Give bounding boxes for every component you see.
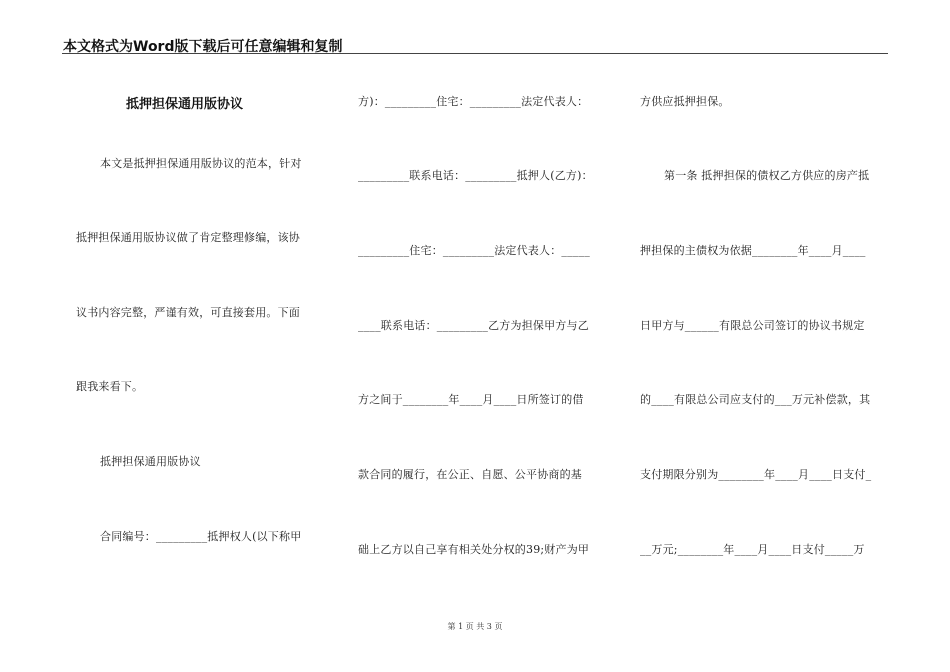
text-line: 款合同的履行，在公正、自愿、公平协商的基 [358, 468, 582, 481]
section-heading: 抵押担保通用版协议 [100, 455, 201, 468]
text-line: _________联系电话：_________抵押人(乙方)： [358, 169, 593, 182]
text-line: 押担保的主债权为依据________年____月____ [640, 244, 866, 257]
header-divider [62, 53, 888, 54]
text-line: 方)：_________住宅：_________法定代表人： [358, 95, 589, 108]
text-line: 方供应抵押担保。 [640, 95, 730, 108]
text-line: __万元;________年____月____日支付_____万 [640, 543, 865, 556]
document-header: 本文格式为Word版下载后可任意编辑和复制 [63, 39, 343, 55]
text-line: ____联系电话：_________乙方为担保甲方与乙 [358, 319, 589, 332]
text-line: _________住宅：_________法定代表人：_____ [358, 244, 590, 257]
page-footer: 第 1 页 共 3 页 [447, 622, 503, 631]
text-line: 合同编号：_________抵押权人(以下称甲 [100, 530, 302, 543]
text-line: 日甲方与______有限总公司签订的协议书规定 [640, 319, 865, 332]
text-line: 跟我来看下。 [76, 380, 144, 393]
document-title: 抵押担保通用版协议 [126, 97, 244, 112]
text-line: 支付期限分别为________年____月____日支付_ [640, 468, 872, 481]
text-line: 础上乙方以自己享有相关处分权的39;财产为甲 [358, 543, 590, 556]
text-line: 方之间于________年____月____日所签订的借 [358, 393, 584, 406]
text-line: 本文是抵押担保通用版协议的范本，针对 [100, 157, 302, 170]
text-line: 抵押担保通用版协议做了肯定整理修编，该协 [76, 231, 300, 244]
text-line: 的____有限总公司应支付的___万元补偿款，其 [640, 393, 871, 406]
text-line: 议书内容完整，严谨有效，可直接套用。下面 [76, 306, 300, 319]
section-heading: 第一条 抵押担保的债权乙方供应的房产抵 [664, 169, 870, 182]
